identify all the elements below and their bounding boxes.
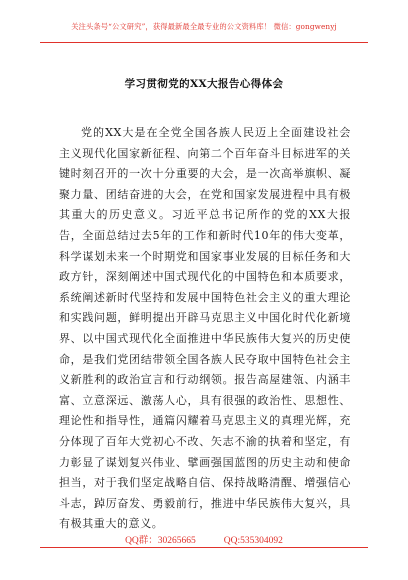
footer-qq: QQ:535304092 bbox=[223, 536, 283, 546]
footer-divider bbox=[40, 547, 368, 548]
page-footer bbox=[40, 532, 368, 546]
document-title: 学习贯彻党的XX大报告心得体会 bbox=[124, 78, 284, 90]
footer-qq-group: QQ群：30265665 bbox=[125, 536, 196, 546]
document-body-paragraph: 党的XX大是在全党全国各族人民迈上全面建设社会主义现代化国家新征程、向第二个百年奋斗目标进军的关键时刻召开的一次十分重要的大会，是一次高举旗帜、凝聚力量、团结奋进的大会，在党和国家发展进程中具有极其重大的历史意义。习近平总书记所作的党的XX大报告，全面总结过去5年的工作和新时代10年的伟大变革，科学谋划未来一个时期党和国家事业发展的目标任务和大政方针，深刻阐述中国式现代化的中国特色和本质要求，系统阐述新时代坚持和发展中国特色社会主义的重大理论和实践问题，鲜明提出开辟马克思主义中国化时代化新境界、以中国式现代化全面推进中华民族伟大复兴的历史使命，是我们党团结带领全国各族人民夺取中国特色社会主义新胜利的政治宣言和行动纲领。报告高屋建瓴、内涵丰富、立意深远、激荡人心，具有很强的政治性、思想性、理论性和指导性，通篇闪耀着马克思主义的真理光辉，充分体现了百年大党初心不改、矢志不渝的执着和坚定，有力彰显了谋划复兴伟业、擘画强国蓝图的历史主动和使命担当，对于我们坚定战略自信、保持战略清醒、增强信心斗志，踔厉奋发、勇毅前行，推进中华民族伟大复兴，具有极其重大的意义。 bbox=[59, 126, 351, 531]
header-divider bbox=[40, 42, 368, 43]
page-header: 关注头条号“公文研究”，获得最新最全最专业的公文资料库！ 微信：gongwenyj bbox=[71, 22, 337, 31]
